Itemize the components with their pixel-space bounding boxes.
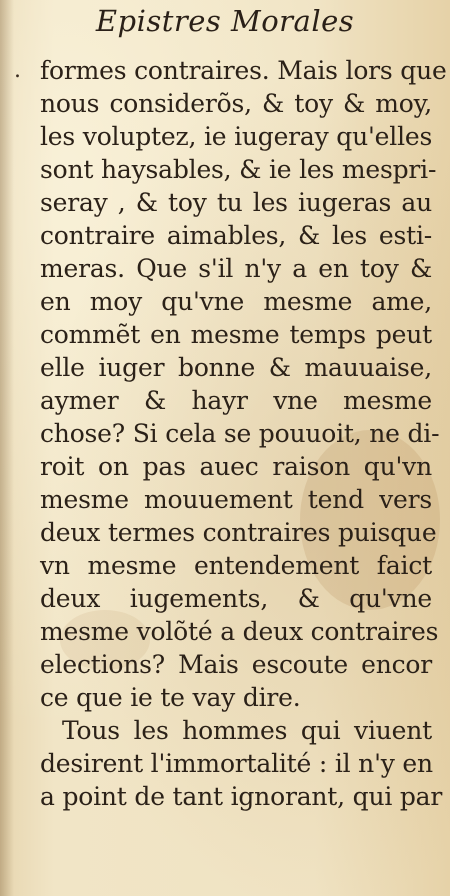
text-line: formes contraires. Mais lors que	[40, 56, 447, 85]
gutter-shadow	[0, 0, 14, 896]
text-line: a point de tant ignorant, qui par	[40, 782, 443, 811]
text-line: aymer & hayr vne mesme	[40, 386, 432, 415]
text-line: elections? Mais escoute encor	[40, 650, 432, 679]
text-line: ce que ie te vay dire.	[40, 683, 301, 712]
text-line: desirent l'immortalité : il n'y en	[40, 749, 433, 778]
text-line: deux termes contraires puisque	[40, 518, 437, 547]
margin-mark: .	[14, 58, 21, 83]
text-line: contraire aimables, & les esti-	[40, 221, 432, 250]
text-line: chose? Si cela se pouuoit, ne di-	[40, 419, 440, 448]
text-line: les voluptez, ie iugeray qu'elles	[40, 122, 433, 151]
page-body	[40, 40, 447, 813]
text-line: en moy qu'vne mesme ame,	[40, 287, 432, 316]
text-line: vn mesme entendement faict	[40, 551, 432, 580]
running-head: Epistres Morales	[95, 4, 355, 38]
text-line: elle iuger bonne & mauuaise,	[40, 353, 432, 382]
text-line: mesme volõté a deux contraires	[40, 617, 439, 646]
text-line: Tous les hommes qui viuent	[62, 716, 432, 745]
text-line: seray , & toy tu les iugeras au	[40, 188, 432, 217]
text-line: deux iugements, & qu'vne	[40, 584, 432, 613]
text-line: commẽt en mesme temps peut	[40, 320, 432, 349]
text-line: mesme mouuement tend vers	[40, 485, 432, 514]
text-line: roit on pas auec raison qu'vn	[40, 452, 432, 481]
text-line: meras. Que s'il n'y a en toy &	[40, 254, 432, 283]
text-line: nous considerõs, & toy & moy,	[40, 89, 432, 118]
text-line: sont haysables, & ie les mespri-	[40, 155, 437, 184]
